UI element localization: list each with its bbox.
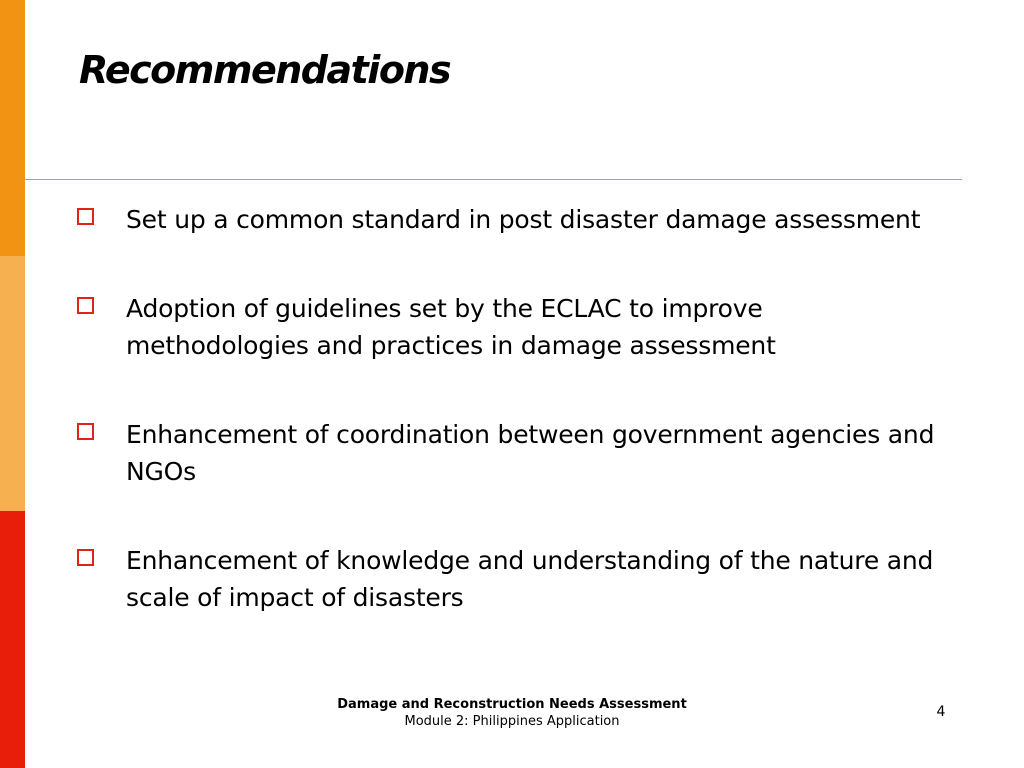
bullet-text: Adoption of guidelines set by the ECLAC to improve methodologies and practices in damage assessment [126,294,776,360]
bullet-text: Set up a common standard in post disaster damage assessment [126,205,921,234]
bullet-item [77,542,937,616]
hollow-square-icon [77,297,94,314]
bullet-item [77,290,937,364]
bullet-text: Enhancement of coordination between government agencies and NGOs [126,420,935,486]
side-accent-bar-middle [0,256,25,511]
slide-title: Recommendations [79,48,451,92]
bullet-item [77,416,937,490]
bullet-list [77,201,937,616]
title-divider [25,179,962,180]
footer [262,696,762,730]
hollow-square-icon [77,208,94,225]
footer-subtitle: Module 2: Philippines Application [404,714,620,729]
bullet-item [77,201,937,238]
hollow-square-icon [77,423,94,440]
side-accent-bar-top [0,0,25,256]
footer-title: Damage and Reconstruction Needs Assessment [337,697,687,712]
side-accent-bar-bottom [0,511,25,768]
page-number: 4 [936,704,946,720]
hollow-square-icon [77,549,94,566]
bullet-text: Enhancement of knowledge and understanding of the nature and scale of impact of disasters [126,546,934,612]
